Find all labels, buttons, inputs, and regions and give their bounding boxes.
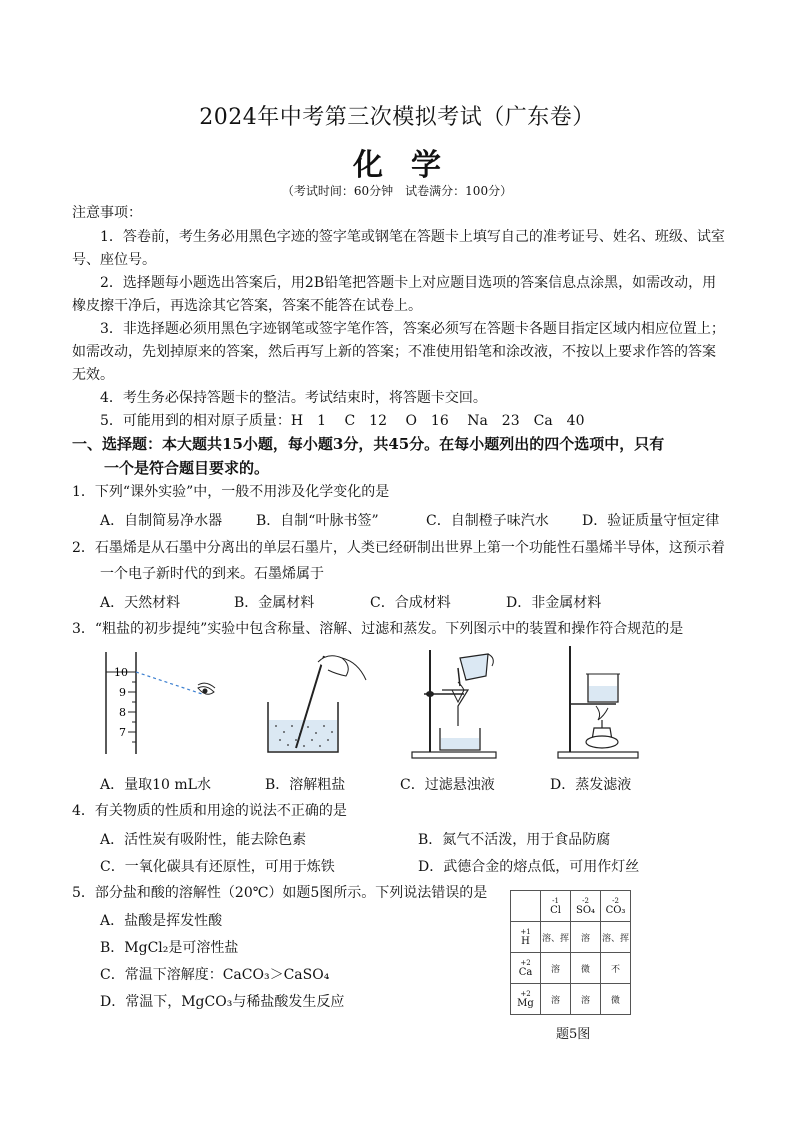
q4-option-d: D．武德合金的熔点低，可用作灯丝: [418, 859, 640, 875]
eye-icon: [198, 683, 215, 694]
q2-option-c: C．合成材料: [370, 595, 451, 611]
cation-mg: +2 Mg: [511, 984, 541, 1015]
exam-title: 2024年中考第三次模拟考试（广东卷）: [199, 105, 595, 130]
question-3-stem: 3．“粗盐的初步提纯”实验中包含称量、溶解、过滤和蒸发。下列图示中的装置和操作符合规范的是: [72, 621, 684, 637]
figure-stirring-beaker: [262, 652, 372, 758]
table-cell: 微: [571, 953, 601, 984]
figure-evaporation: [552, 644, 642, 760]
notice-item-3b: 如需改动，先划掉原来的答案，然后再写上新的答案；不准使用铅笔和涂改液，不按以上要求作答的答案: [72, 344, 716, 360]
notice-item-4: 4．考生务必保持答题卡的整洁。考试结束时，将答题卡交回。: [100, 390, 487, 406]
question-2-stem-line1: 2．石墨烯是从石墨中分离出的单层石墨片，人类已经研制出世界上第一个功能性石墨烯半导体，这预示着: [72, 540, 725, 556]
notice-heading: 注意事项：: [72, 205, 142, 221]
subject-title: 化学: [353, 148, 469, 183]
figure-filtration: [406, 646, 506, 760]
q1-option-c: C．自制橙子味汽水: [426, 513, 549, 529]
q1-option-b: B．自制“叶脉书签”: [256, 513, 379, 529]
q3-option-c: C．过滤悬浊液: [400, 777, 495, 793]
table-cell: 微: [601, 984, 631, 1015]
table-row: [511, 922, 631, 953]
scale-label-7: 7: [119, 726, 126, 739]
table-header-row: [511, 891, 631, 922]
notice-item-3c: 无效。: [72, 367, 114, 383]
q5-option-c: C．常温下溶解度：CaCO₃＞CaSO₄: [100, 967, 330, 983]
scale-label-8: 8: [119, 706, 126, 719]
figure-graduated-cylinder: [98, 648, 228, 760]
notice-item-5: 5．可能用到的相对原子质量：H 1 C 12 O 16 Na 23 Ca 40: [100, 413, 585, 429]
q1-option-a: A．自制简易净水器: [100, 513, 223, 529]
q5-option-a: A．盐酸是挥发性酸: [100, 913, 223, 929]
solubility-table: [510, 890, 631, 1015]
notice-item-2a: 2．选择题每小题选出答案后，用2B铅笔把答题卡上对应题目选项的答案信息点涂黑，如需改动，用: [100, 275, 717, 291]
scale-label-10: 10: [114, 666, 128, 679]
q4-option-c: C．一氧化碳具有还原性，可用于炼铁: [100, 859, 335, 875]
q3-option-b: B．溶解粗盐: [265, 777, 346, 793]
q4-option-a: A．活性炭有吸附性，能去除色素: [100, 832, 307, 848]
table-cell: 溶: [571, 922, 601, 953]
section-heading-line2: 一个是符合题目要求的。: [104, 459, 270, 477]
q5-option-d: D．常温下，MgCO₃与稀盐酸发生反应: [100, 994, 345, 1010]
anion-so4: -2 SO₄: [571, 891, 601, 922]
cation-ca: +2 Ca: [511, 953, 541, 984]
notice-item-1b: 号、座位号。: [72, 252, 156, 268]
figure-5-caption: 题5图: [556, 1027, 591, 1042]
anion-cl: -1 Cl: [541, 891, 571, 922]
table-row: [511, 953, 631, 984]
table-cell: 溶: [541, 953, 571, 984]
section-heading-line1: 一、选择题：本大题共15小题，每小题3分，共45分。在每小题列出的四个选项中，只有: [72, 435, 665, 453]
table-cell: 溶: [571, 984, 601, 1015]
table-cell: 溶、挥: [601, 922, 631, 953]
q5-option-b: B．MgCl₂是可溶性盐: [100, 940, 239, 956]
question-2-stem-line2: 一个电子新时代的到来。石墨烯属于: [100, 566, 324, 582]
table-corner-cell: [511, 891, 541, 922]
exam-meta: （考试时间：60分钟 试卷满分：100分）: [281, 184, 513, 198]
q3-option-a: A．量取10 mL水: [100, 777, 211, 793]
q2-option-a: A．天然材料: [100, 595, 181, 611]
notice-item-1a: 1．答卷前，考生务必用黑色字迹的签字笔或钢笔在答题卡上填写自己的准考证号、姓名、班级、试室: [100, 229, 725, 245]
notice-item-2b: 橡皮擦干净后，再选涂其它答案，答案不能答在试卷上。: [72, 298, 422, 314]
table-cell: 溶、挥: [541, 922, 571, 953]
question-1-stem: 1．下列“课外实验”中，一般不用涉及化学变化的是: [72, 484, 390, 500]
question-4-stem: 4．有关物质的性质和用途的说法不正确的是: [72, 803, 347, 819]
question-5-stem: 5．部分盐和酸的溶解性（20℃）如题5图所示。下列说法错误的是: [72, 885, 488, 901]
anion-co3: -2 CO₃: [601, 891, 631, 922]
q2-option-b: B．金属材料: [234, 595, 315, 611]
q1-option-d: D．验证质量守恒定律: [582, 513, 720, 529]
table-cell: 溶: [541, 984, 571, 1015]
table-row: [511, 984, 631, 1015]
scale-label-9: 9: [119, 686, 126, 699]
q4-option-b: B．氮气不活泼，用于食品防腐: [418, 832, 611, 848]
notice-item-3a: 3．非选择题必须用黑色字迹钢笔或签字笔作答，答案必须写在答题卡各题目指定区域内相应位置上；: [100, 321, 725, 337]
q2-option-d: D．非金属材料: [506, 595, 602, 611]
table-cell: 不: [601, 953, 631, 984]
cation-h: +1 H: [511, 922, 541, 953]
q3-option-d: D．蒸发滤液: [550, 777, 632, 793]
